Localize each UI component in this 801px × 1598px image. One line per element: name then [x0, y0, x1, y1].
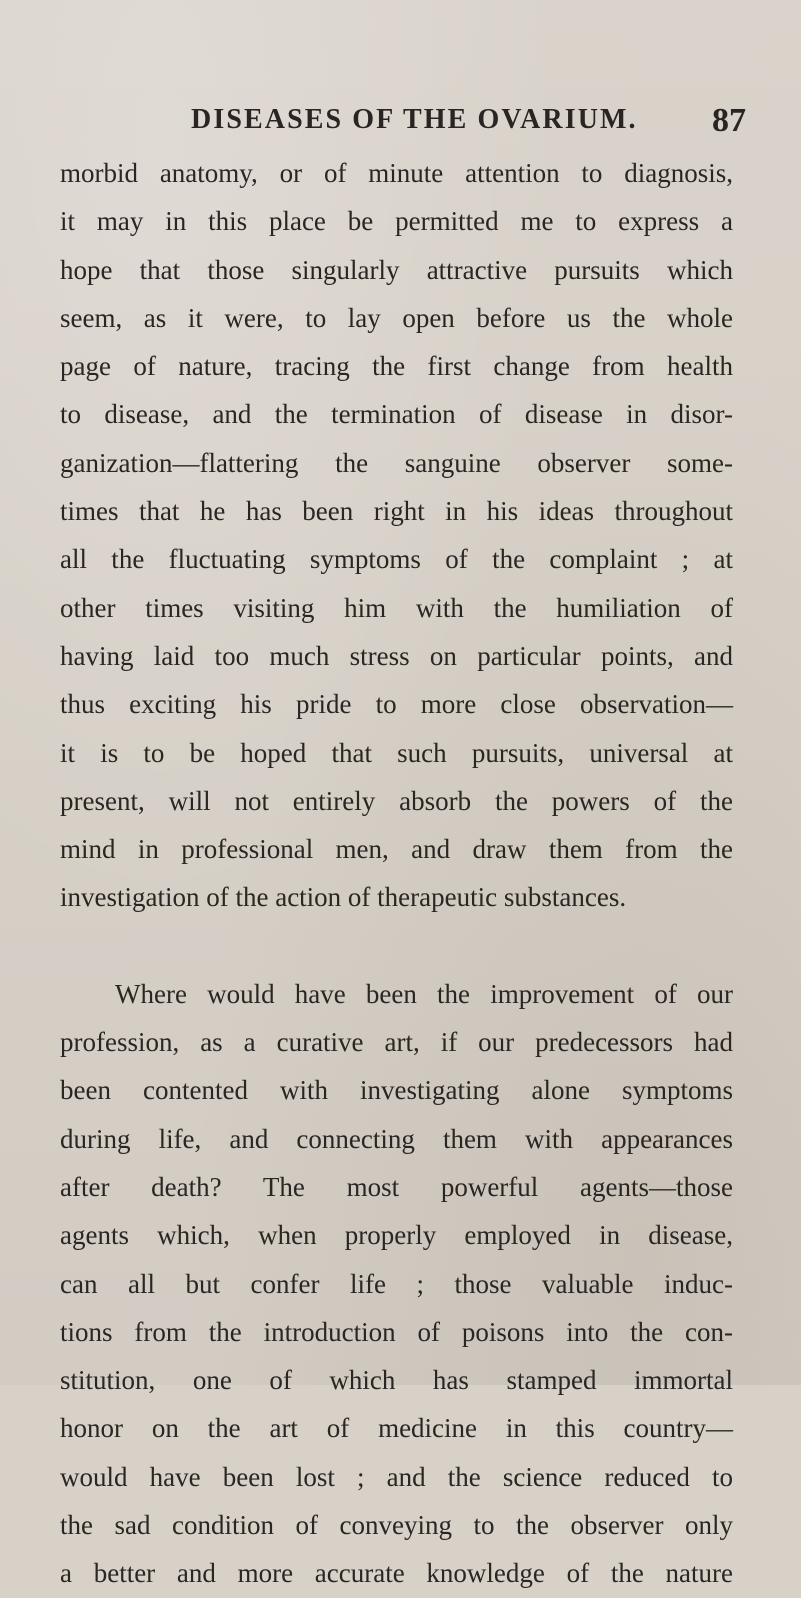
text-line: mind in professional men, and draw them from the [60, 834, 733, 865]
text-line: agents which, when properly employed in disease, [60, 1220, 733, 1251]
paragraph-2 [60, 970, 733, 1598]
text-line: morbid anatomy, or of minute attention to diagnosis, [60, 158, 733, 188]
text-line: having laid too much stress on particular points, and [60, 640, 733, 671]
text-line: during life, and connecting them with appearances [60, 1123, 733, 1154]
text-line: the sad condition of conveying to the observer only [60, 1510, 733, 1541]
text-line: can all but confer life ; those valuable induc- [60, 1268, 733, 1299]
running-head [0, 102, 801, 142]
text-line: ganization—flattering the sanguine observer some- [60, 447, 733, 478]
text-line: it may in this place be permitted me to express a [60, 206, 733, 237]
text-line: to disease, and the termination of disease in disor- [60, 399, 733, 430]
text-line: all the fluctuating symptoms of the complaint ; at [60, 544, 733, 575]
body-text [60, 149, 733, 1598]
paragraph-1 [60, 149, 733, 922]
text-line: times that he has been right in his ideas throughout [60, 496, 733, 527]
text-line: been contented with investigating alone symptoms [60, 1075, 733, 1106]
running-title: DISEASES OF THE OVARIUM. [191, 104, 638, 135]
text-line: present, will not entirely absorb the powers of the [60, 785, 733, 816]
text-line: page of nature, tracing the first change from health [60, 351, 733, 382]
text-line: other times visiting him with the humiliation of [60, 592, 733, 623]
paragraph-gap [60, 922, 733, 970]
text-line: hope that those singularly attractive pursuits which [60, 254, 733, 285]
text-line: profession, as a curative art, if our predecessors had [60, 1027, 733, 1058]
text-line: Where would have been the improvement of our [115, 978, 733, 1009]
text-line: a better and more accurate knowledge of the nature [60, 1558, 733, 1589]
text-line: honor on the art of medicine in this country— [60, 1413, 733, 1444]
text-line: stitution, one of which has stamped immortal [60, 1365, 733, 1396]
text-line: investigation of the action of therapeutic substances. [60, 882, 627, 913]
page-number: 87 [712, 102, 746, 139]
text-line: after death? The most powerful agents—those [60, 1171, 733, 1202]
text-line: seem, as it were, to lay open before us the whole [60, 302, 733, 333]
text-line: it is to be hoped that such pursuits, universal at [60, 737, 733, 768]
text-line: would have been lost ; and the science reduced to [60, 1461, 733, 1492]
text-line: tions from the introduction of poisons into the con- [60, 1316, 733, 1347]
text-line: thus exciting his pride to more close observation— [60, 689, 733, 720]
